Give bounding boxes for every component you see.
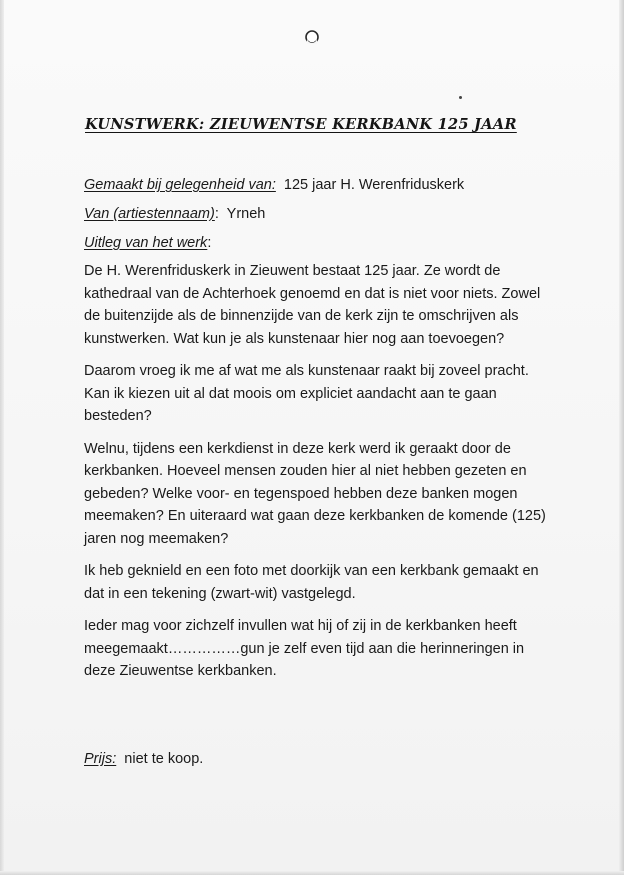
price-label: Prijs: bbox=[84, 751, 117, 767]
artist-label: Van (artiestennaam) bbox=[84, 206, 215, 222]
explanation-heading bbox=[84, 235, 211, 251]
paragraph-1: De H. Werenfriduskerk in Zieuwent bestaat 125 jaar. Ze wordt de kathedraal van de Achterhoek genoemd en dat is niet voor niets. Zowel de buitenzijde als de binnenzijde van de kerk zijn te omschrijven als kunstwerken. Wat kun je als kunstenaar hier nog aan toevoegen? bbox=[84, 263, 541, 347]
artist-field bbox=[84, 206, 265, 222]
sheet-edge-right bbox=[619, 0, 624, 875]
explanation-label: Uitleg van het werk bbox=[84, 235, 208, 251]
paragraph-5: Ieder mag voor zichzelf invullen wat hij of zij in de kerkbanken heeft meegemaakt……………gun je zelf even tijd aan die herinneringen in deze Zieuwentse kerkbanken. bbox=[84, 618, 525, 679]
artist-label-colon: : bbox=[214, 206, 219, 222]
paragraph-4: Ik heb geknield en een foto met doorkijk van een kerkbank gemaakt en dat in een tekening (zwart-wit) vastgelegd. bbox=[84, 563, 539, 602]
paragraph-2: Daarom vroeg ik me af wat me als kunstenaar raakt bij zoveel pracht. Kan ik kiezen uit al dat moois om expliciet aandacht aan te gaan besteden? bbox=[84, 363, 529, 424]
price-field bbox=[84, 751, 203, 767]
occasion-field bbox=[84, 177, 464, 193]
document-title: KUNSTWERK: ZIEUWENTSE KERKBANK 125 JAAR bbox=[85, 116, 517, 133]
occasion-label: Gemaakt bij gelegenheid van: bbox=[84, 177, 276, 193]
paragraph-3: Welnu, tijdens een kerkdienst in deze kerk werd ik geraakt door de kerkbanken. Hoeveel mensen zouden hier al niet hebben gezeten en gebeden? Welke voor- en tegenspoed hebben deze banken mogen meemaken? En uiteraard wat gaan deze kerkbanken de komende (125) jaren nog meemaken? bbox=[84, 440, 546, 547]
explanation-label-colon: : bbox=[207, 235, 212, 251]
punch-hole-icon bbox=[305, 30, 319, 44]
dust-speck bbox=[459, 96, 462, 99]
sheet-edge-bottom bbox=[0, 871, 624, 875]
price-value: niet te koop. bbox=[124, 751, 204, 767]
occasion-value: 125 jaar H. Werenfriduskerk bbox=[283, 177, 465, 193]
explanation-body bbox=[84, 260, 554, 693]
artist-value: Yrneh bbox=[226, 206, 266, 222]
sheet-edge-left bbox=[0, 0, 4, 875]
